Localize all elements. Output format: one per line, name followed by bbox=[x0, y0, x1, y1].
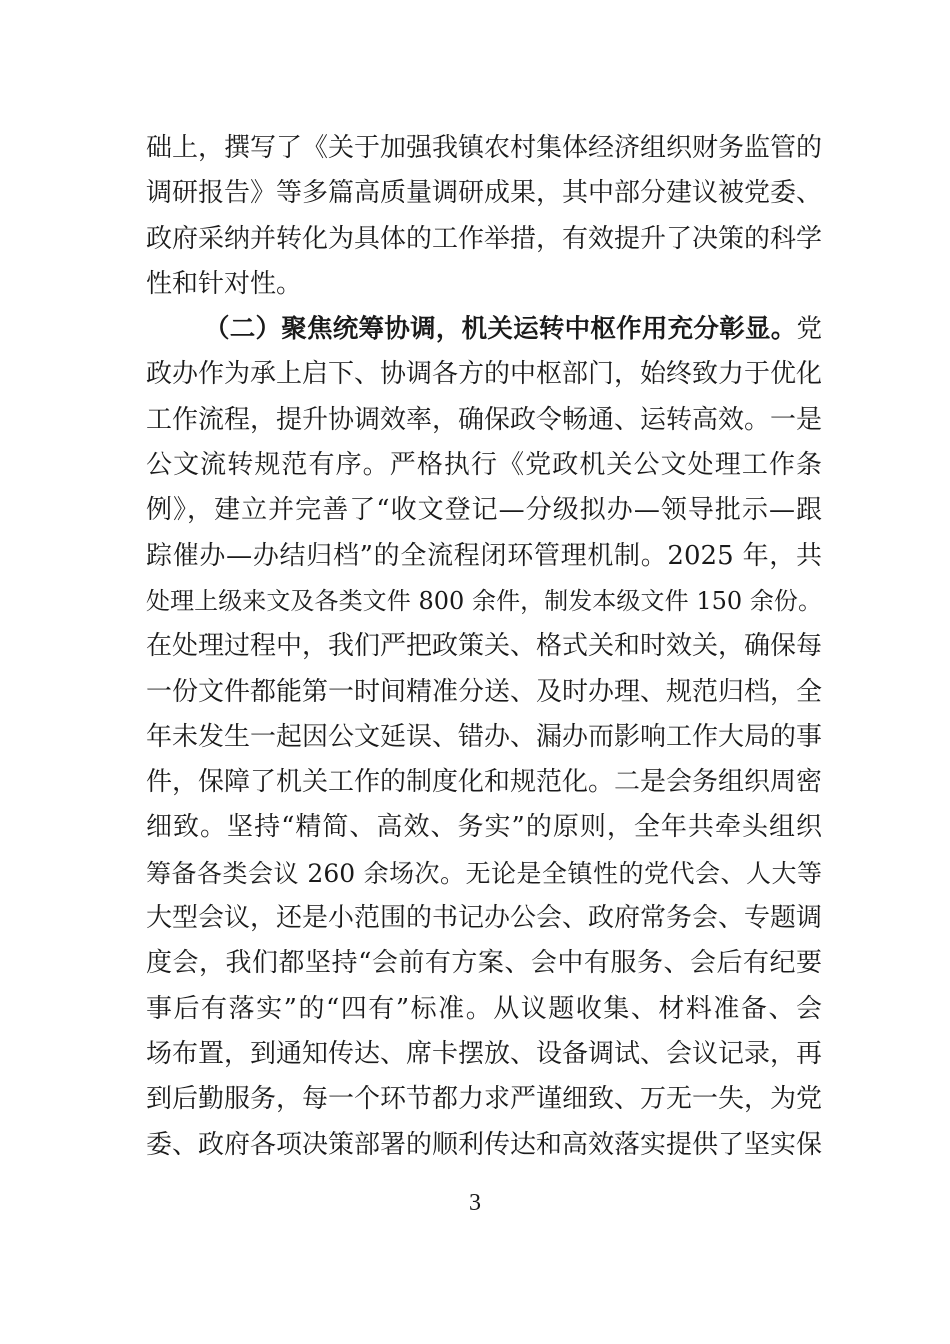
text-line: 委、政府各项决策部署的顺利传达和高效落实提供了坚实保 bbox=[146, 1129, 823, 1160]
text-line: 度会，我们都坚持“会前有方案、会中有服务、会后有纪要 bbox=[146, 948, 822, 979]
text-line: 年未发生一起因公文延误、错办、漏办而影响工作大局的事 bbox=[146, 721, 823, 752]
section-heading-line bbox=[146, 307, 822, 352]
text-line: 场布置，到通知传达、席卡摆放、设备调试、会议记录，再 bbox=[146, 1038, 823, 1069]
text-line: 踪催办—办结归档”的全流程闭环管理机制。2025 年，共 bbox=[146, 540, 822, 571]
text-line: 政府采纳并转化为具体的工作举措，有效提升了决策的科学 bbox=[146, 223, 823, 254]
text-line: 细致。坚持“精简、高效、务实”的原则，全年共牵头组织 bbox=[146, 812, 822, 843]
text-line: 处理上级来文及各类文件 800 余件，制发本级文件 150 余份。 bbox=[146, 586, 822, 615]
text-line: 政办作为承上启下、协调各方的中枢部门，始终致力于优化 bbox=[146, 359, 823, 390]
text-line: 件，保障了机关工作的制度化和规范化。二是会务组织周密 bbox=[146, 767, 823, 798]
text-line: 筹备各类会议 260 余场次。无论是全镇性的党代会、人大等 bbox=[146, 858, 822, 888]
text-line: 大型会议，还是小范围的书记办公会、政府常务会、专题调 bbox=[146, 903, 823, 934]
section-heading-continuation: 党 bbox=[796, 314, 822, 345]
text-line: 工作流程，提升协调效率，确保政令畅通、运转高效。一是 bbox=[146, 404, 823, 435]
text-line: 事后有落实”的“四有”标准。从议题收集、材料准备、会 bbox=[146, 993, 822, 1024]
text-line: 例》，建立并完善了“收文登记—分级拟办—领导批示—跟 bbox=[146, 495, 822, 526]
text-line: 公文流转规范有序。严格执行《党政机关公文处理工作条 bbox=[146, 450, 822, 481]
text-line: 一份文件都能第一时间精准分送、及时办理、规范归档，全 bbox=[146, 676, 823, 707]
text-line: 到后勤服务，每一个环节都力求严谨细致、万无一失，为党 bbox=[146, 1084, 823, 1115]
body-text bbox=[146, 126, 822, 1168]
text-line: 在处理过程中，我们严把政策关、格式关和时效关，确保每 bbox=[146, 631, 823, 662]
text-line: 性和针对性。 bbox=[146, 268, 303, 299]
text-line: 调研报告》等多篇高质量调研成果，其中部分建议被党委、 bbox=[146, 178, 823, 209]
section-heading: （二）聚焦统筹协调，机关运转中枢作用充分彰显。 bbox=[204, 314, 797, 345]
page-number: 3 bbox=[469, 1190, 481, 1216]
text-line: 础上，撰写了《关于加强我镇农村集体经济组织财务监管的 bbox=[146, 133, 823, 163]
